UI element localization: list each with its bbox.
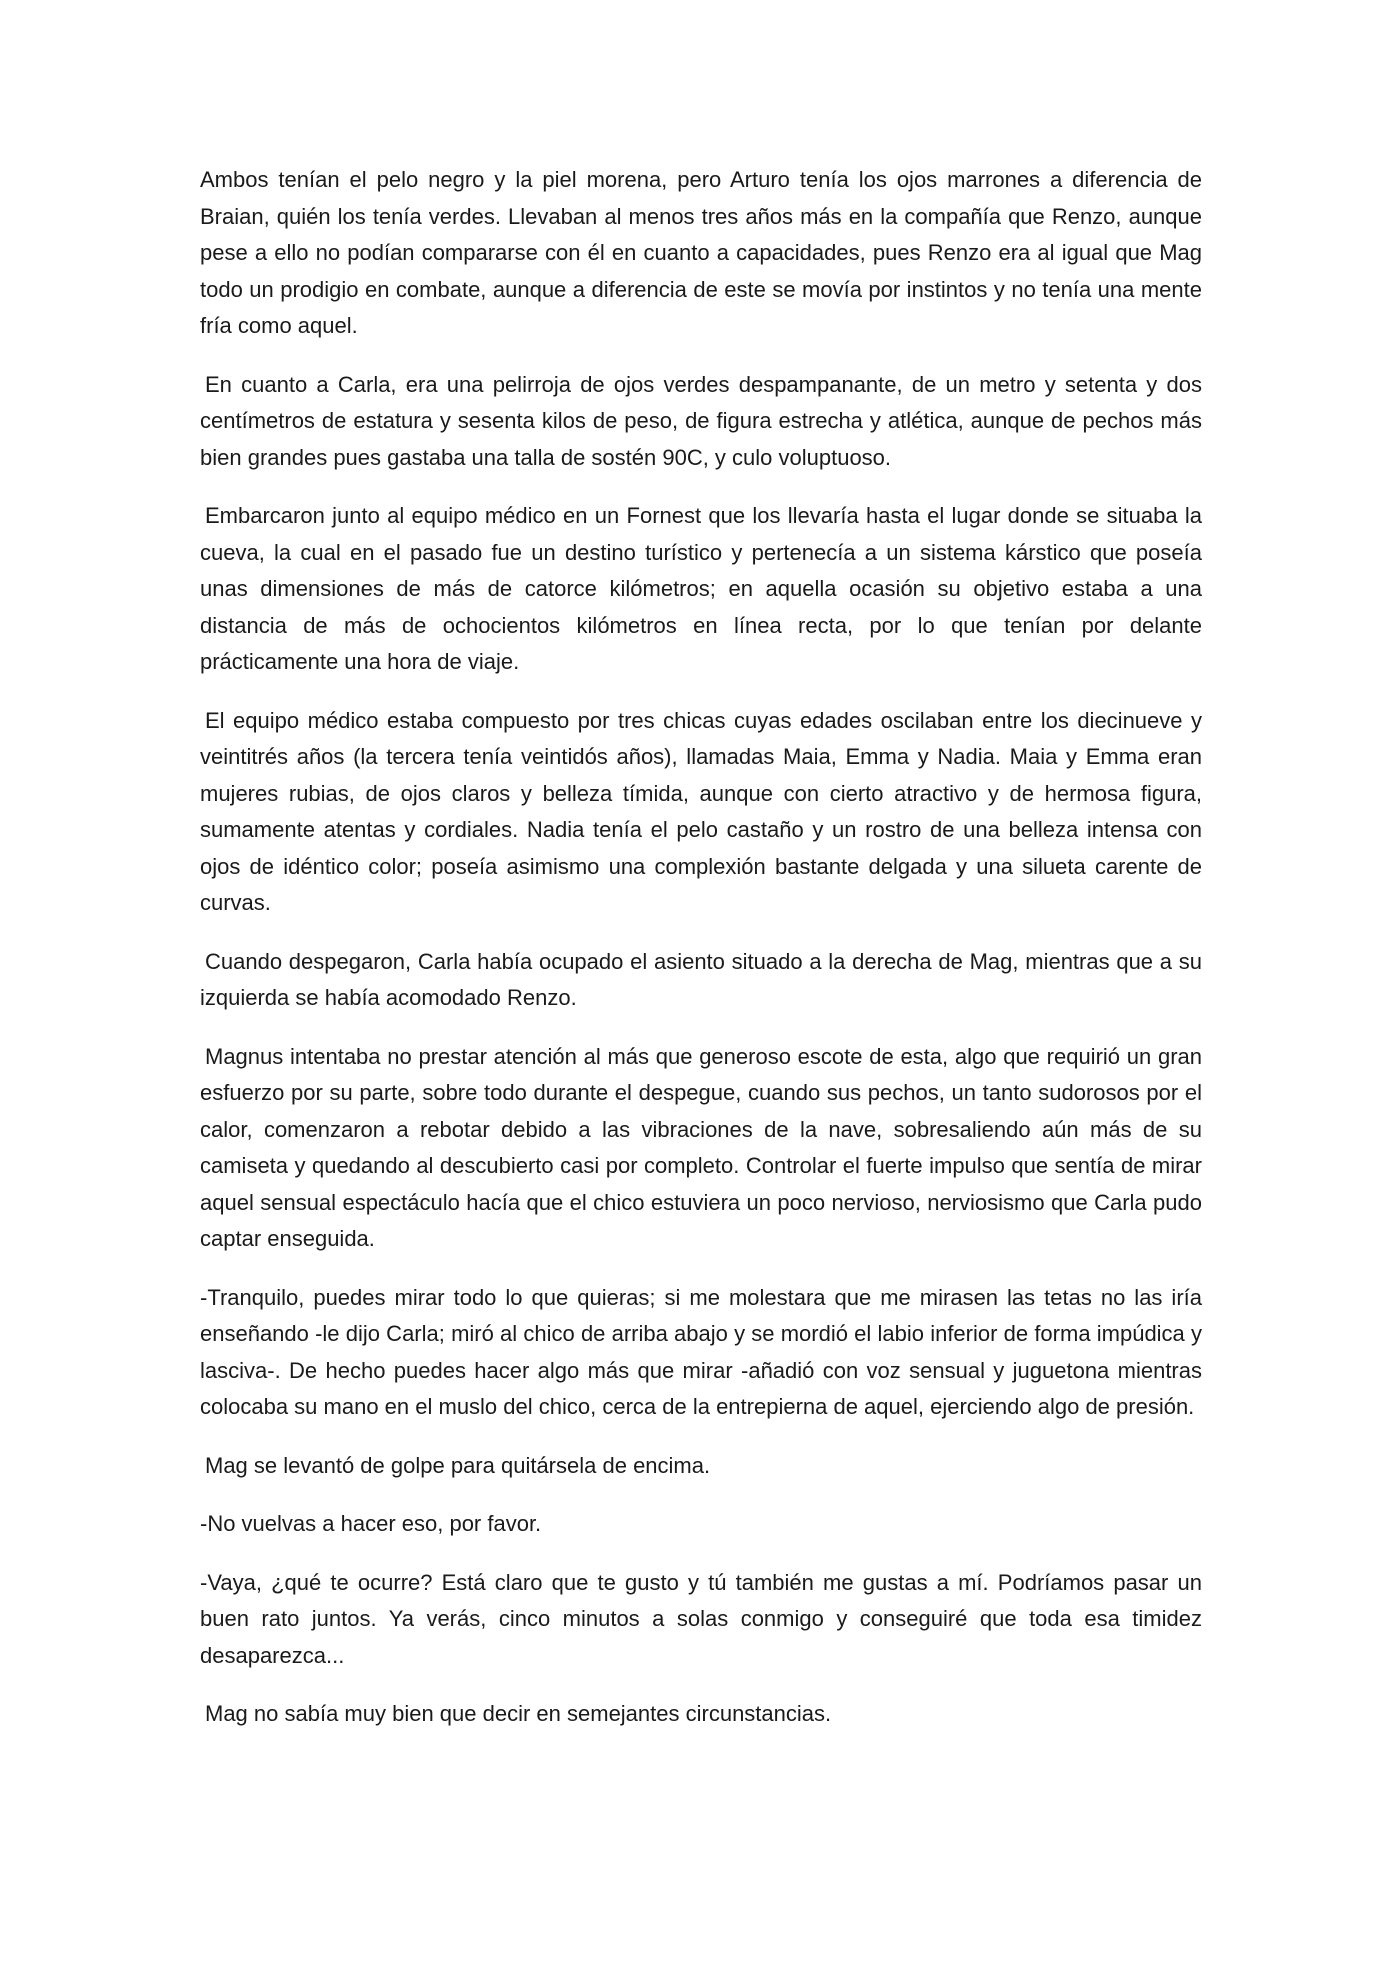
- paragraph-2: En cuanto a Carla, era una pelirroja de ojos verdes despampanante, de un metro y setenta y dos centímetros de estatura y sesenta kilos de peso, de figura estrecha y atlética, aunque de pechos más bien grandes pues gastaba una talla de sostén 90C, y culo voluptuoso.: [200, 371, 1202, 470]
- paragraph-1: Ambos tenían el pelo negro y la piel morena, pero Arturo tenía los ojos marrones a diferencia de Braian, quién los tenía verdes. Llevaban al menos tres años más en la compañía que Renzo, aunque pese a ello no podían compararse con él en cuanto a capacidades, pues Renzo era al igual que Mag todo un prodigio en combate, aunque a diferencia de este se movía por instintos y no tenía una mente fría como aquel.: [200, 167, 1202, 338]
- paragraph-6: Magnus intentaba no prestar atención al más que generoso escote de esta, algo que requirió un gran esfuerzo por su parte, sobre todo durante el despegue, cuando sus pechos, un tanto sudorosos por el calor, comenzaron a rebotar debido a las vibraciones de la nave, sobresaliendo aún más de su camiseta y quedando al descubierto casi por completo. Controlar el fuerte impulso que sentía de mirar aquel sensual espectáculo hacía que el chico estuviera un poco nervioso, nerviosismo que Carla pudo captar enseguida.: [200, 1043, 1202, 1251]
- paragraph-10: -Vaya, ¿qué te ocurre? Está claro que te gusto y tú también me gustas a mí. Podríamos pasar un buen rato juntos. Ya verás, cinco minutos a solas conmigo y conseguiré que toda esa timidez desaparezca...: [200, 1569, 1202, 1668]
- paragraph-8: Mag se levantó de golpe para quitársela de encima.: [205, 1452, 711, 1478]
- paragraph-3: Embarcaron junto al equipo médico en un Fornest que los llevaría hasta el lugar donde se situaba la cueva, la cual en el pasado fue un destino turístico y pertenecía a un sistema kárstico que poseía unas dimensiones de más de catorce kilómetros; en aquella ocasión su objetivo estaba a una distancia de más de ochocientos kilómetros en línea recta, por lo que tenían por delante prácticamente una hora de viaje.: [200, 503, 1202, 674]
- paragraph-9: -No vuelvas a hacer eso, por favor.: [200, 1511, 542, 1536]
- paragraph-4: El equipo médico estaba compuesto por tres chicas cuyas edades oscilaban entre los diecinueve y veintitrés años (la tercera tenía veintidós años), llamadas Maia, Emma y Nadia. Maia y Emma eran mujeres rubias, de ojos claros y belleza tímida, aunque con cierto atractivo y de hermosa figura, sumamente atentas y cordiales. Nadia tenía el pelo castaño y un rostro de una belleza intensa con ojos de idéntico color; poseía asimismo una complexión bastante delgada y una silueta carente de curvas.: [200, 707, 1202, 915]
- paragraph-7: -Tranquilo, puedes mirar todo lo que quieras; si me molestara que me mirasen las tetas no las iría enseñando -le dijo Carla; miró al chico de arriba abajo y se mordió el labio inferior de forma impúdica y lasciva-. De hecho puedes hacer algo más que mirar -añadió con voz sensual y juguetona mientras colocaba su mano en el muslo del chico, cerca de la entrepierna de aquel, ejerciendo algo de presión.: [200, 1284, 1202, 1419]
- body-text: [200, 162, 1202, 1755]
- paragraph-5: Cuando despegaron, Carla había ocupado el asiento situado a la derecha de Mag, mientras que a su izquierda se había acomodado Renzo.: [200, 948, 1202, 1010]
- paragraph-11: Mag no sabía muy bien que decir en semejantes circunstancias.: [205, 1701, 832, 1726]
